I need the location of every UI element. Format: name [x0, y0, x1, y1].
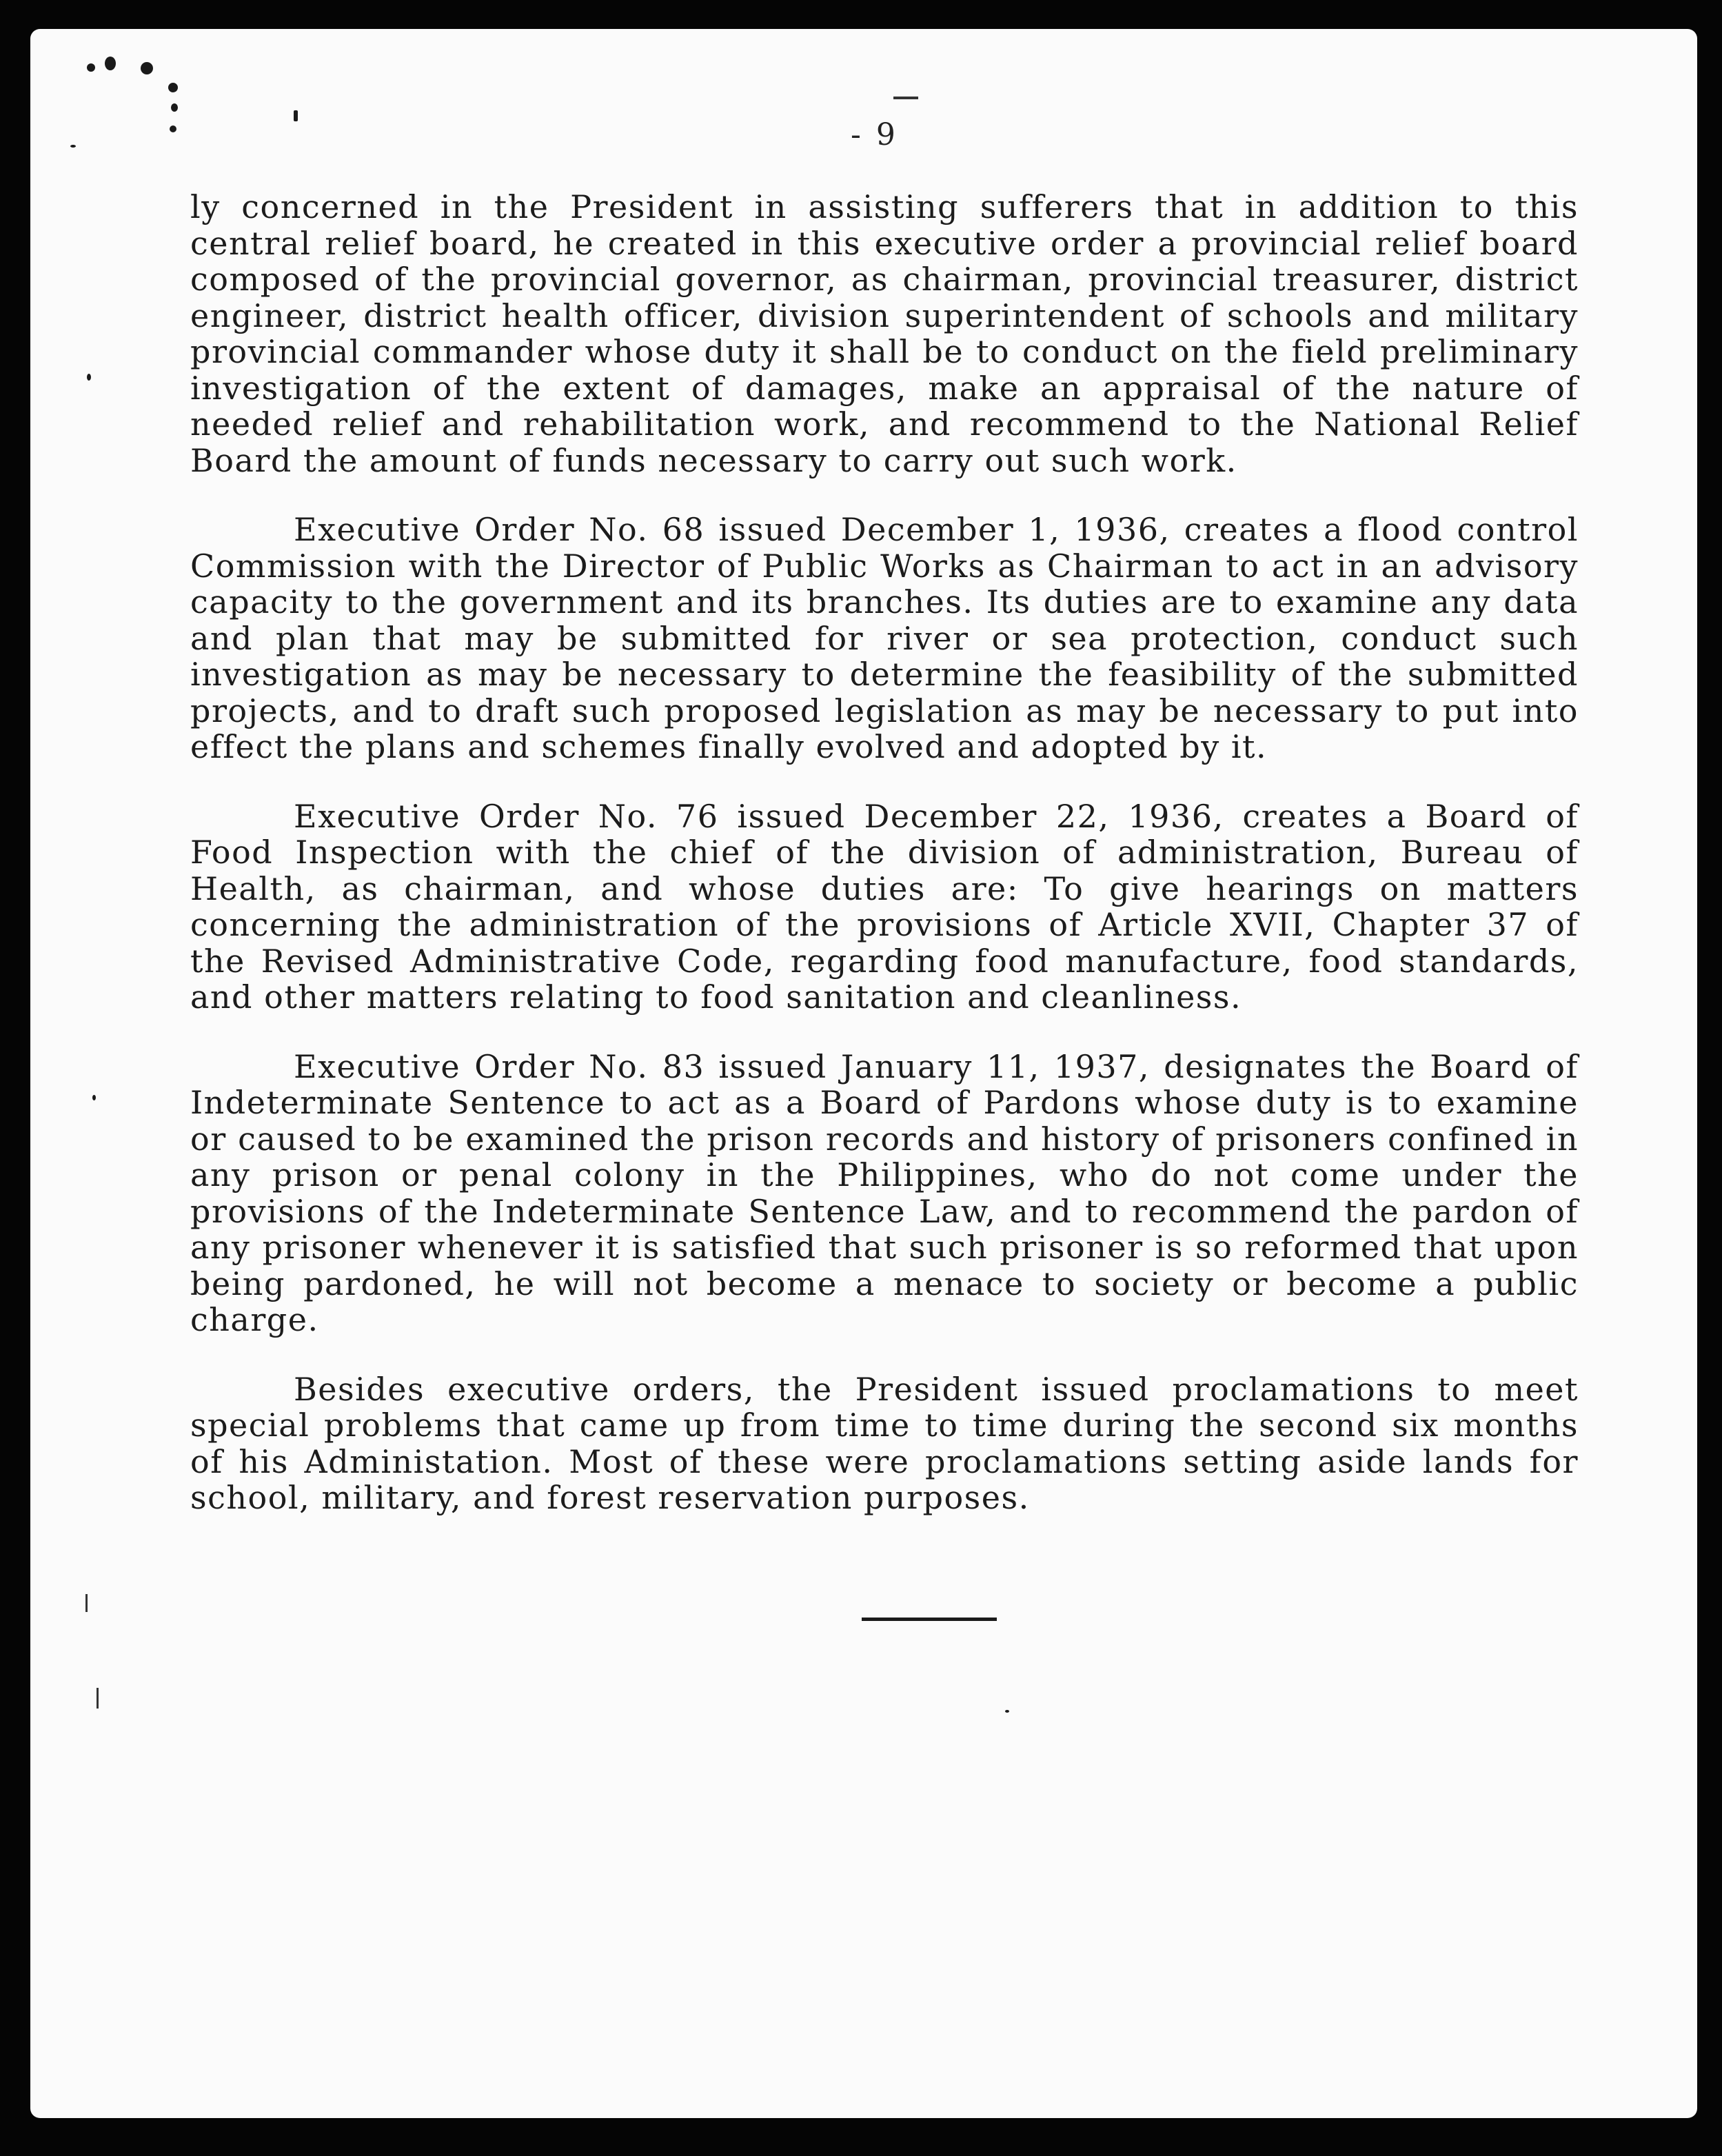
- ink-speck: [170, 125, 176, 132]
- page-number: - 9: [851, 117, 898, 152]
- ink-speck: [168, 83, 178, 92]
- ink-speck: [141, 62, 153, 74]
- ink-speck: [70, 145, 76, 148]
- ink-speck: [87, 374, 91, 381]
- page-number-mark: [893, 97, 918, 99]
- paragraph-eo-68: Executive Order No. 68 issued December 1, 1936, creates a flood control Commission with the Director of Public Works as Chairman to act in an advisory capacity to the government and its branches. Its duties are to examine any data and plan that may be submitted for river or sea protection, conduct such investigation as may be necessary to determine the feasibility of the submitted projects, and to draft such proposed legislation as may be necessary to put into effect the plans and schemes finally evolved and adopted by it.: [190, 511, 1579, 765]
- paragraph-proclamations: Besides executive orders, the President issued proclamations to meet special problems that came up from time to time during the second six months of his Administation. Most of these were proclamations setting aside lands for school, military, and forest reservation purposes.: [190, 1370, 1579, 1516]
- paragraph-eo-83: Executive Order No. 83 issued January 11, 1937, designates the Board of Indeterminate Sentence to act as a Board of Pardons whose duty is to examine or caused to be examined the prison records and history of prisoners confined in any prison or penal colony in the Philippines, who do not come under the provisions of the Indeterminate Sentence Law, and to recommend the pardon of any prisoner whenever it is satisfied that such prisoner is so reformed that upon being pardoned, he will not become a menace to society or become a public charge.: [190, 1047, 1579, 1338]
- margin-mark: [97, 1688, 99, 1709]
- body-text: [190, 189, 1579, 1549]
- ink-speck: [105, 57, 116, 70]
- end-of-section-rule: [862, 1618, 997, 1621]
- paragraph-relief-board: ly concerned in the President in assisting sufferers that in addition to this central relief board, he created in this executive order a provincial relief board composed of the provincial governor, as chairman, provincial treasurer, district engineer, district health officer, division superintendent of schools and military provincial commander whose duty it shall be to conduct on the field preliminary investigation of the extent of damages, make an appraisal of the nature of needed relief and rehabilitation work, and recommend to the National Relief Board the amount of funds necessary to carry out such work.: [190, 188, 1579, 479]
- ink-speck: [171, 103, 178, 112]
- ink-speck: [294, 110, 298, 121]
- ink-speck: [1005, 1710, 1009, 1713]
- document-page: [30, 29, 1697, 2118]
- margin-mark: [85, 1594, 88, 1612]
- ink-speck: [92, 1095, 96, 1100]
- ink-speck: [87, 63, 95, 72]
- paragraph-eo-76: Executive Order No. 76 issued December 22, 1936, creates a Board of Food Inspection with the chief of the division of administration, Bureau of Health, as chairman, and whose duties are: To give hearings on matters concerning the administration of the provisions of Article XVII, Chapter 37 of the Revised Administrative Code, regarding food manufacture, food standards, and other matters relating to food sanitation and cleanliness.: [190, 797, 1579, 1016]
